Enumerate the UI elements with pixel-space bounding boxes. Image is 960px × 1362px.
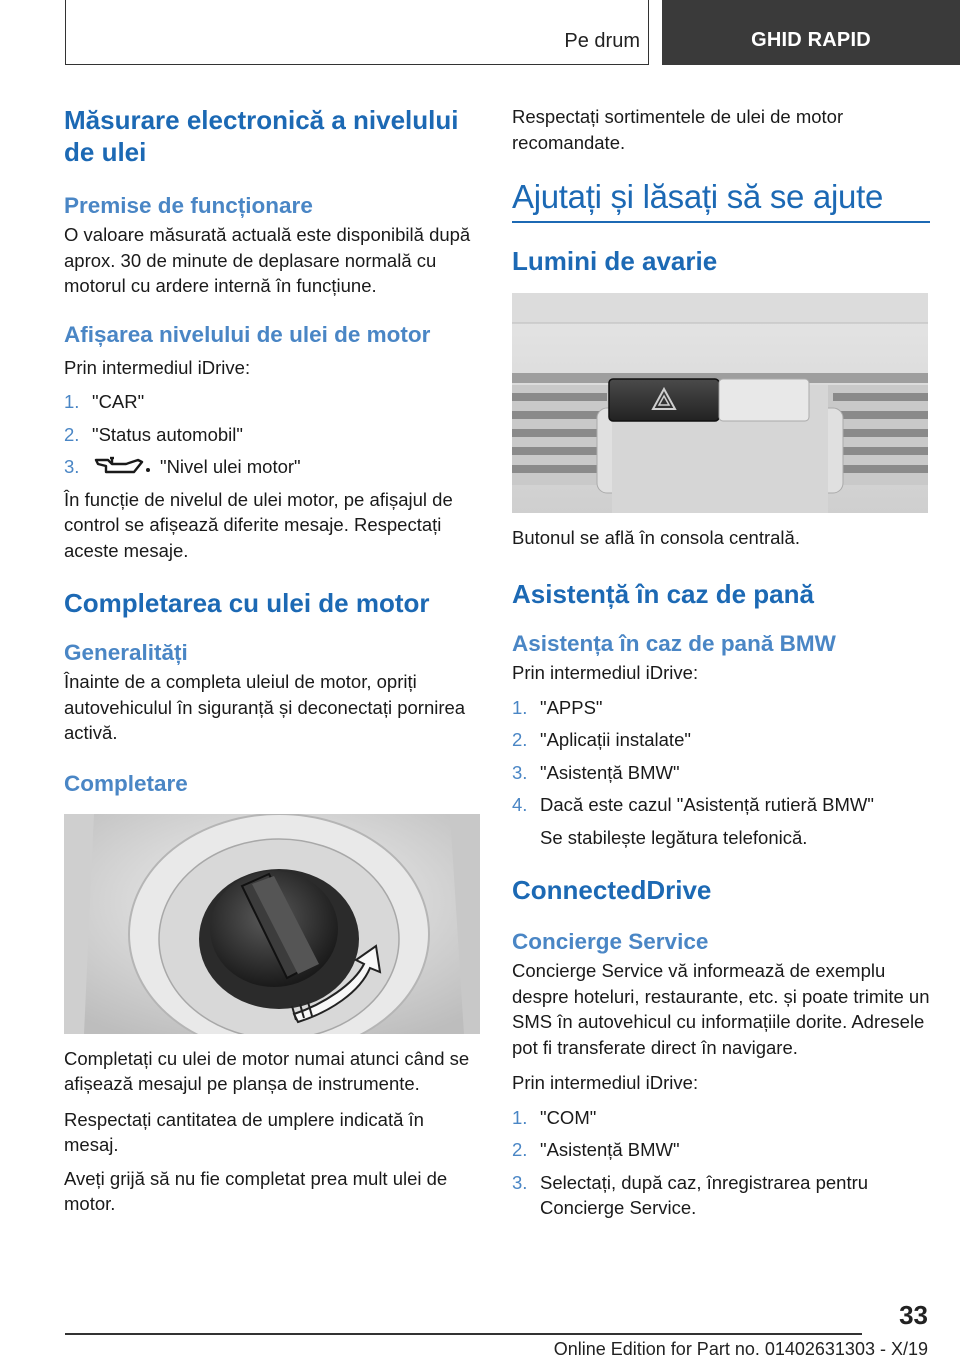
left-column bbox=[64, 104, 482, 1217]
text-idrive-asist: Prin intermediul iDrive: bbox=[512, 662, 699, 683]
list-number: 3. bbox=[512, 1171, 528, 1193]
text-idrive: Prin intermediul iDrive: bbox=[64, 356, 251, 378]
list-text: "Aplicații instalate" bbox=[540, 729, 691, 750]
heading-connecteddrive: ConnectedDrive bbox=[512, 875, 712, 905]
heading-bmw-breakdown: Asistența în caz de pană BMW bbox=[512, 631, 836, 656]
list-item bbox=[512, 727, 930, 753]
list-text: "COM" bbox=[540, 1106, 597, 1128]
heading-premise: Premise de funcționare bbox=[64, 193, 313, 218]
list-text: "Asistență BMW" bbox=[540, 761, 680, 783]
list-number: 2. bbox=[512, 729, 528, 750]
heading-refill: Completare bbox=[64, 770, 188, 796]
right-column bbox=[512, 104, 930, 1221]
list-number: 2. bbox=[512, 1139, 528, 1160]
text-messages: În funcție de nivelul de ulei motor, pe afișajul de control se afișează diferite mesaje. Respectați aceste mesaje. bbox=[64, 488, 453, 561]
text-refill-when: Completați cu ulei de motor numai atunci când se afișează mesajul pe planșa de instrumente. bbox=[64, 1047, 470, 1094]
heading-oil-display: Afișarea nivelului de ulei de motor bbox=[64, 321, 431, 347]
list-item bbox=[512, 792, 930, 850]
footer-rule bbox=[65, 1333, 862, 1335]
list-number: 3. bbox=[64, 456, 80, 477]
text-idrive-com: Prin intermediul iDrive: bbox=[512, 1072, 699, 1093]
list-number: 2. bbox=[64, 423, 80, 445]
text-oil-grades: Respectați sortimentele de ulei de motor recomandate. bbox=[512, 106, 844, 153]
heading-rule bbox=[512, 221, 930, 223]
list-number: 3. bbox=[512, 761, 528, 783]
com-steps-list bbox=[512, 1105, 930, 1221]
list-item bbox=[512, 1137, 930, 1163]
header-frame bbox=[65, 0, 649, 65]
list-item bbox=[512, 1170, 930, 1221]
list-text: Dacă este cazul "Asistență rutieră BMW" bbox=[540, 794, 874, 815]
list-item bbox=[64, 454, 482, 480]
list-number: 1. bbox=[512, 696, 528, 718]
list-number: 4. bbox=[512, 794, 528, 815]
heading-oil-refill: Completarea cu ulei de motor bbox=[64, 588, 430, 618]
footer-edition: Online Edition for Part no. 01402631303 - X/19 bbox=[553, 1339, 928, 1359]
heading-concierge: Concierge Service bbox=[512, 929, 709, 954]
text-general: Înainte de a completa uleiul de motor, opriți autovehiculul în siguranță și deconectați pornirea activă. bbox=[64, 671, 466, 743]
heading-hazard-lights: Lumini de avarie bbox=[512, 245, 718, 276]
list-text: "CAR" bbox=[92, 391, 145, 412]
header-tab-label: GHID RAPID bbox=[751, 29, 871, 51]
text-button-location: Butonul se află în consola centrală. bbox=[512, 526, 800, 548]
list-item bbox=[64, 389, 482, 415]
list-text: "Status automobil" bbox=[92, 423, 243, 445]
oil-can-icon bbox=[92, 454, 154, 478]
oil-cap-image bbox=[64, 814, 480, 1034]
list-item bbox=[512, 1105, 930, 1131]
list-item bbox=[512, 760, 930, 786]
list-subtext: Se stabilește legătura telefonică. bbox=[540, 826, 808, 848]
list-text: "Asistență BMW" bbox=[540, 1139, 680, 1160]
heading-breakdown: Asistență în caz de pană bbox=[512, 579, 814, 609]
list-text: "APPS" bbox=[540, 696, 603, 718]
list-item bbox=[512, 695, 930, 721]
text-not-overfill: Aveți grijă să nu fie completat prea mult ulei de motor. bbox=[64, 1167, 448, 1214]
list-item bbox=[64, 422, 482, 448]
assist-steps-list bbox=[512, 695, 930, 851]
oil-steps-list bbox=[64, 389, 482, 480]
list-text: "Nivel ulei motor" bbox=[160, 456, 301, 477]
heading-oil-measurement: Măsurare electronică a nivelului de ulei bbox=[64, 105, 459, 167]
hazard-button-image bbox=[512, 293, 928, 513]
page-number: 33 bbox=[899, 1300, 928, 1330]
header-section-title: Pe drum bbox=[564, 30, 640, 52]
list-number: 1. bbox=[512, 1106, 528, 1128]
text-concierge: Concierge Service vă informează de exemplu despre hoteluri, restaurante, etc. și poate trimite un SMS în autovehicul cu informațiile dorite. Adresele pot fi transferate direct în navigare. bbox=[512, 960, 930, 1058]
text-quantity: Respectați cantitatea de umplere indicată în mesaj. bbox=[64, 1108, 424, 1155]
text-premise: O valoare măsurată actuală este disponibilă după aprox. 30 de minute de deplasare normală cu motorul cu ardere internă în funcțiune. bbox=[64, 224, 471, 296]
heading-general: Generalități bbox=[64, 640, 188, 665]
list-text: Selectați, după caz, înregistrarea pentru Concierge Service. bbox=[540, 1171, 869, 1218]
list-number: 1. bbox=[64, 391, 80, 412]
heading-help: Ajutați și lăsați să se ajute bbox=[512, 178, 883, 215]
header-tab[interactable] bbox=[662, 0, 960, 65]
